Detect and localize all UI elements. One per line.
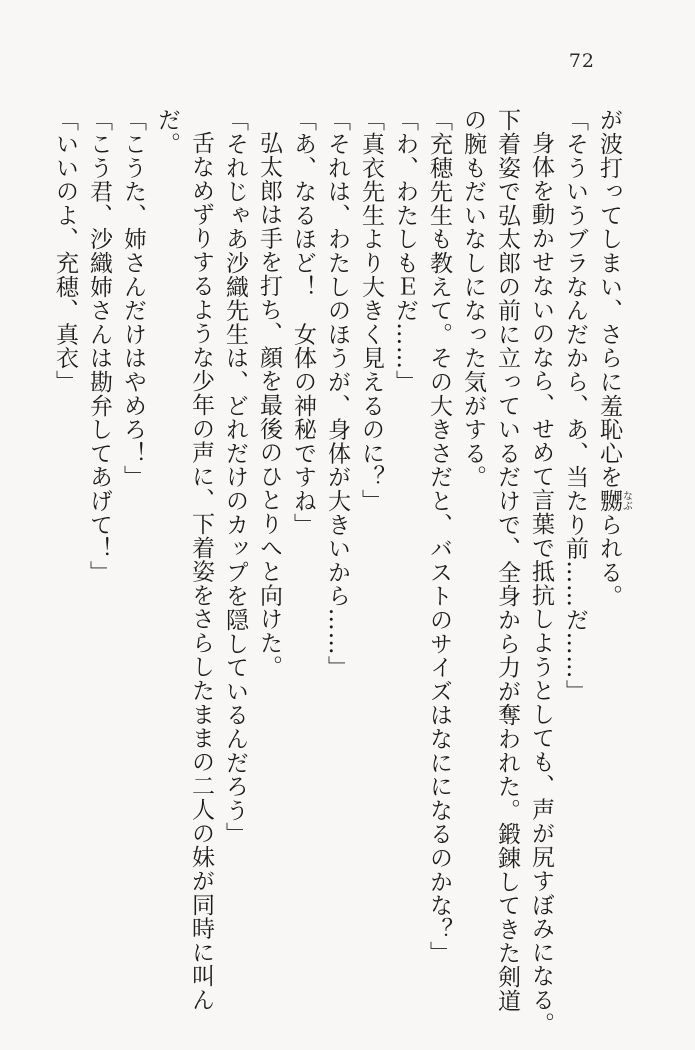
text-column: 「真衣先生より大きく見えるのに？」: [358, 108, 384, 513]
text-column: 弘太郎は手を打ち、顔を最後のひとりへと向けた。: [256, 131, 282, 679]
text-column: 「いいのよ、充穂、真衣」: [52, 108, 78, 394]
text-column: 「あ、なるほど！ 女体の神秘ですね」: [290, 108, 316, 537]
text-column: 舌なめずりするような少年の声に、下着姿をさらしたままの二人の妹が同時に叫ん: [188, 131, 214, 1012]
text-column: 「こう君、沙織姉さんは勘弁してあげて！」: [86, 108, 112, 584]
text-column: が波打ってしまい、さらに羞恥心を嬲なぶられる。: [596, 108, 632, 608]
page-number: 72: [568, 50, 595, 72]
text-column: 「こうた、姉さんだけはやめろ！」: [120, 108, 146, 489]
text-column: だ。: [154, 108, 180, 156]
text-column: 「そういうブラなんだから、あ、当たり前……だ……」: [562, 108, 588, 703]
furigana-annotated-word: 嬲なぶ: [596, 488, 632, 513]
text-column: の腕もだいなしになった気がする。: [460, 108, 486, 489]
text-column: 下着姿で弘太郎の前に立っているだけで、全身から力が奪われた。鍛錬してきた剣道: [494, 108, 520, 1013]
text-column: 身体を動かせないのなら、せめて言葉で抵抗しようとしても、声が尻すぼみになる。: [528, 131, 554, 1036]
text-column: 「わ、わたしもＥだ……」: [392, 108, 418, 394]
text-column: 「それは、わたしのほうが、身体が大きいから……」: [324, 108, 350, 680]
text-column: 「充穂先生も教えて。その大きさだと、バストのサイズはなにになるのかな？」: [426, 108, 452, 965]
text-columns: [48, 108, 632, 1036]
text-column: 「それじゃあ沙織先生は、どれだけのカップを隠しているんだろう」: [222, 108, 248, 846]
